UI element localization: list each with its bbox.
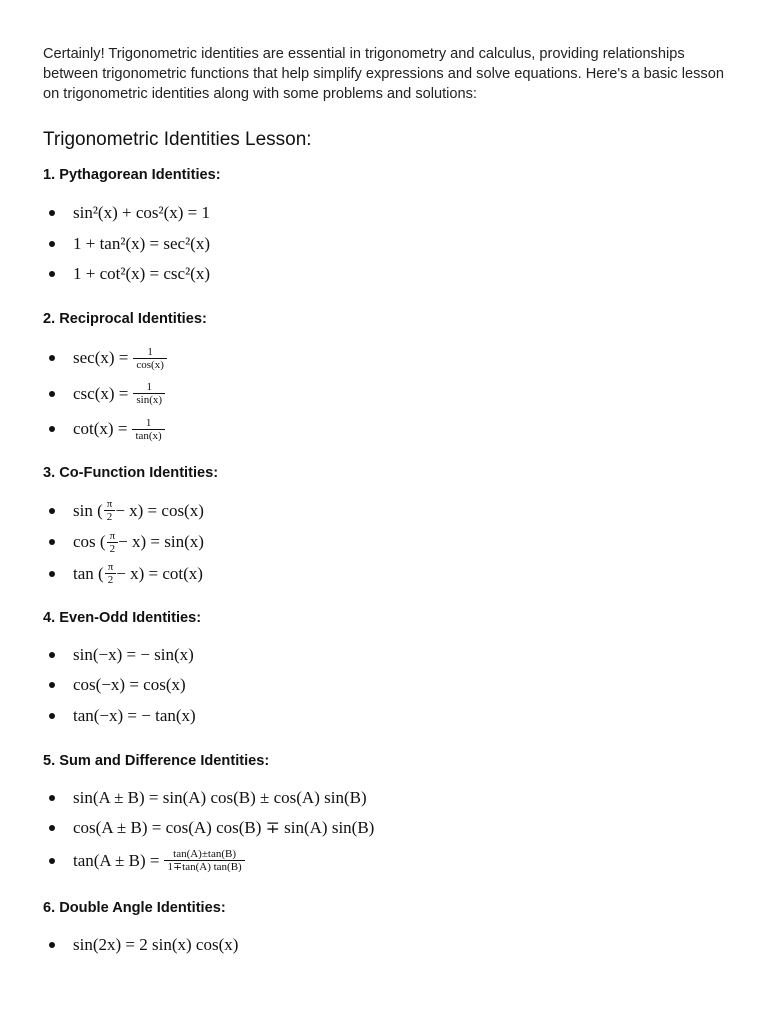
identity-lhs: tan(A ± B) = xyxy=(73,850,160,870)
identity-text: tan(−x) = − tan(x) xyxy=(73,705,196,725)
identity-prefix: sin ( xyxy=(73,500,103,520)
fraction-denominator: tan(x) xyxy=(132,429,164,442)
fraction xyxy=(104,498,116,523)
bullet-icon xyxy=(49,539,55,545)
fraction-numerator: π xyxy=(109,529,116,542)
sum-difference-identities-list xyxy=(43,783,728,878)
identity-item xyxy=(43,640,728,671)
fraction-denominator: sin(x) xyxy=(133,393,165,406)
identity-item xyxy=(43,813,728,843)
identity-lhs: sec(x) = xyxy=(73,348,129,368)
bullet-icon xyxy=(49,652,55,658)
fraction-denominator: 1∓tan(A) tan(B) xyxy=(164,860,244,873)
bullet-icon xyxy=(49,426,55,432)
fraction-numerator: 1 xyxy=(147,345,153,358)
fraction-denominator: 2 xyxy=(104,510,116,523)
bullet-icon xyxy=(49,508,55,514)
fraction xyxy=(164,848,244,873)
bullet-icon xyxy=(49,271,55,277)
identity-text: 1 + tan²(x) = sec²(x) xyxy=(73,233,210,253)
identity-item xyxy=(43,495,728,527)
bullet-icon xyxy=(49,391,55,397)
bullet-icon xyxy=(49,825,55,831)
identity-item xyxy=(43,259,728,290)
section-heading-even-odd: 4. Even-Odd Identities: xyxy=(43,609,202,626)
identity-prefix: cos ( xyxy=(73,532,106,552)
fraction-numerator: π xyxy=(106,498,113,511)
bullet-icon xyxy=(49,210,55,216)
fraction xyxy=(133,346,167,371)
fraction-numerator: 1 xyxy=(145,416,152,429)
pythagorean-identities-list xyxy=(43,198,728,290)
intro-paragraph: Certainly! Trigonometric identities are essential in trigonometry and calculus, providing relationships between trigonometric functions that help simplify expressions and solve equations. Here's a basic lesson on trigonometric identities along with some problems and solutions: xyxy=(43,46,724,102)
identity-item xyxy=(43,198,728,229)
section-heading-double-angle: 6. Double Angle Identities: xyxy=(43,900,226,916)
identity-lhs: csc(x) = xyxy=(73,383,129,403)
bullet-icon xyxy=(49,795,55,801)
identity-item xyxy=(43,558,728,590)
fraction-numerator: tan(A)±tan(B) xyxy=(173,848,236,860)
identity-item xyxy=(43,527,728,559)
identity-item xyxy=(43,783,728,813)
lesson-title: Trigonometric Identities Lesson: xyxy=(43,129,312,150)
section-heading-sum-difference: 5. Sum and Difference Identities: xyxy=(43,753,270,769)
identity-text: 1 + cot²(x) = csc²(x) xyxy=(73,264,210,284)
fraction-denominator: 2 xyxy=(107,542,119,555)
section-heading-pythagorean: 1. Pythagorean Identities: xyxy=(43,167,221,183)
identity-text: cos(A ± B) = cos(A) cos(B) ∓ sin(A) sin(B) xyxy=(73,818,375,837)
identity-lhs: cot(x) = xyxy=(73,419,128,439)
fraction xyxy=(132,417,164,442)
fraction-numerator: π xyxy=(107,561,114,574)
identity-suffix: − x) = cos(x) xyxy=(115,500,204,520)
identity-item xyxy=(43,701,728,732)
section-heading-co-function: 3. Co-Function Identities: xyxy=(43,465,219,481)
bullet-icon xyxy=(49,858,55,864)
identity-item xyxy=(43,412,728,448)
identity-suffix: − x) = cot(x) xyxy=(116,563,203,583)
fraction xyxy=(133,381,165,406)
reciprocal-identities-list xyxy=(43,341,728,448)
bullet-icon xyxy=(49,355,55,361)
identity-text: sin(A ± B) = sin(A) cos(B) ± cos(A) sin(B) xyxy=(73,788,367,807)
bullet-icon xyxy=(49,942,55,948)
identity-text: sin(2x) = 2 sin(x) cos(x) xyxy=(73,935,239,955)
identity-item xyxy=(43,670,728,701)
fraction-denominator: 2 xyxy=(105,573,117,586)
identity-prefix: tan ( xyxy=(73,563,104,583)
identity-item xyxy=(43,843,728,878)
identity-text: sin(−x) = − sin(x) xyxy=(73,644,194,664)
bullet-icon xyxy=(49,571,55,577)
fraction-numerator: 1 xyxy=(146,381,152,394)
identity-item xyxy=(43,376,728,412)
even-odd-identities-list xyxy=(43,640,728,732)
bullet-icon xyxy=(49,241,55,247)
fraction xyxy=(105,561,117,586)
identity-item xyxy=(43,341,728,377)
section-heading-reciprocal: 2. Reciprocal Identities: xyxy=(43,310,207,327)
identity-text: sin²(x) + cos²(x) = 1 xyxy=(73,203,211,223)
identity-item xyxy=(43,930,728,961)
bullet-icon xyxy=(49,713,55,719)
fraction xyxy=(107,530,119,555)
fraction-denominator: cos(x) xyxy=(133,358,167,371)
bullet-icon xyxy=(49,682,55,688)
identity-item xyxy=(43,229,728,260)
double-angle-identities-list xyxy=(43,930,728,961)
co-function-identities-list xyxy=(43,495,728,590)
identity-text: cos(−x) = cos(x) xyxy=(73,675,186,695)
identity-suffix: − x) = sin(x) xyxy=(118,532,204,552)
